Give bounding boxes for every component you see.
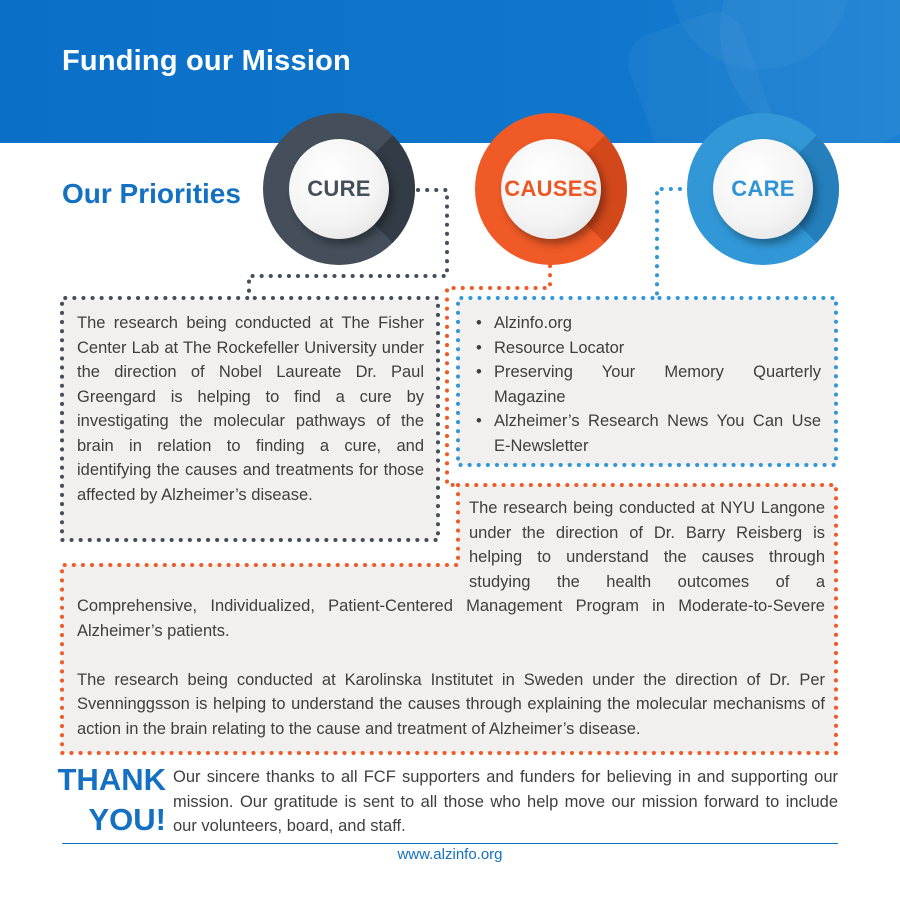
thank-you-line-1: THANK xyxy=(57,762,166,797)
causes-paragraph-karolinska: The research being conducted at Karolinska Institutet in Sweden under the direction of Dr. Per Svenninggsson is helping to understand the causes through explaining the molecular mechanisms of action in the brain relating to the cause and treatment of Alzheimer’s disease. xyxy=(77,670,825,738)
causes-label: CAUSES xyxy=(504,176,598,201)
thank-you-line-2: YOU! xyxy=(88,802,166,837)
causes-circle xyxy=(475,113,627,265)
thank-you-text: Our sincere thanks to all FCF supporters and funders for believing in and supporting our mission. Our gratitude is sent to all those who help move our mission forward to include our volunteers, board, and staff. xyxy=(173,768,838,835)
causes-circle-inner xyxy=(501,139,601,239)
causes-paragraph-nyu: The research being conducted at NYU Langone under the direction of Dr. Barry Reisberg is helping to understand the causes through studying the health outcomes of a Comprehensive, Individualized, Patient-Centered Management Program in Moderate-to-Severe Alzheimer’s patients. xyxy=(77,499,825,640)
care-label: CARE xyxy=(731,176,795,201)
care-list-item-alzinfo: • Alzinfo.org xyxy=(470,311,821,336)
care-circle xyxy=(687,113,839,265)
care-list-item-enewsletter: • Alzheimer’s Research News You Can Use E-Newsletter xyxy=(470,409,821,458)
care-list xyxy=(470,311,821,458)
thank-you-heading xyxy=(56,760,166,840)
cure-label: CURE xyxy=(307,176,371,201)
cure-circle-inner xyxy=(289,139,389,239)
causes-description xyxy=(77,496,825,741)
page-title: Funding our Mission xyxy=(62,45,351,77)
care-circle-inner xyxy=(713,139,813,239)
cure-description: The research being conducted at The Fisher Center Lab at The Rockefeller University under the direction of Nobel Laureate Dr. Paul Greengard is helping to find a cure by investigating the molecular pathways of the brain in relation to finding a cure, and identifying the causes and treatments for those affected by Alzheimer’s disease. xyxy=(77,314,424,504)
priorities-heading: Our Priorities xyxy=(62,178,241,209)
care-list-item-magazine: • Preserving Your Memory Quarterly Magazine xyxy=(470,360,821,409)
footer-divider xyxy=(62,843,838,844)
care-list-item-resource-locator: • Resource Locator xyxy=(470,336,821,361)
footer-url-link[interactable]: www.alzinfo.org xyxy=(397,846,503,863)
cure-circle xyxy=(263,113,415,265)
